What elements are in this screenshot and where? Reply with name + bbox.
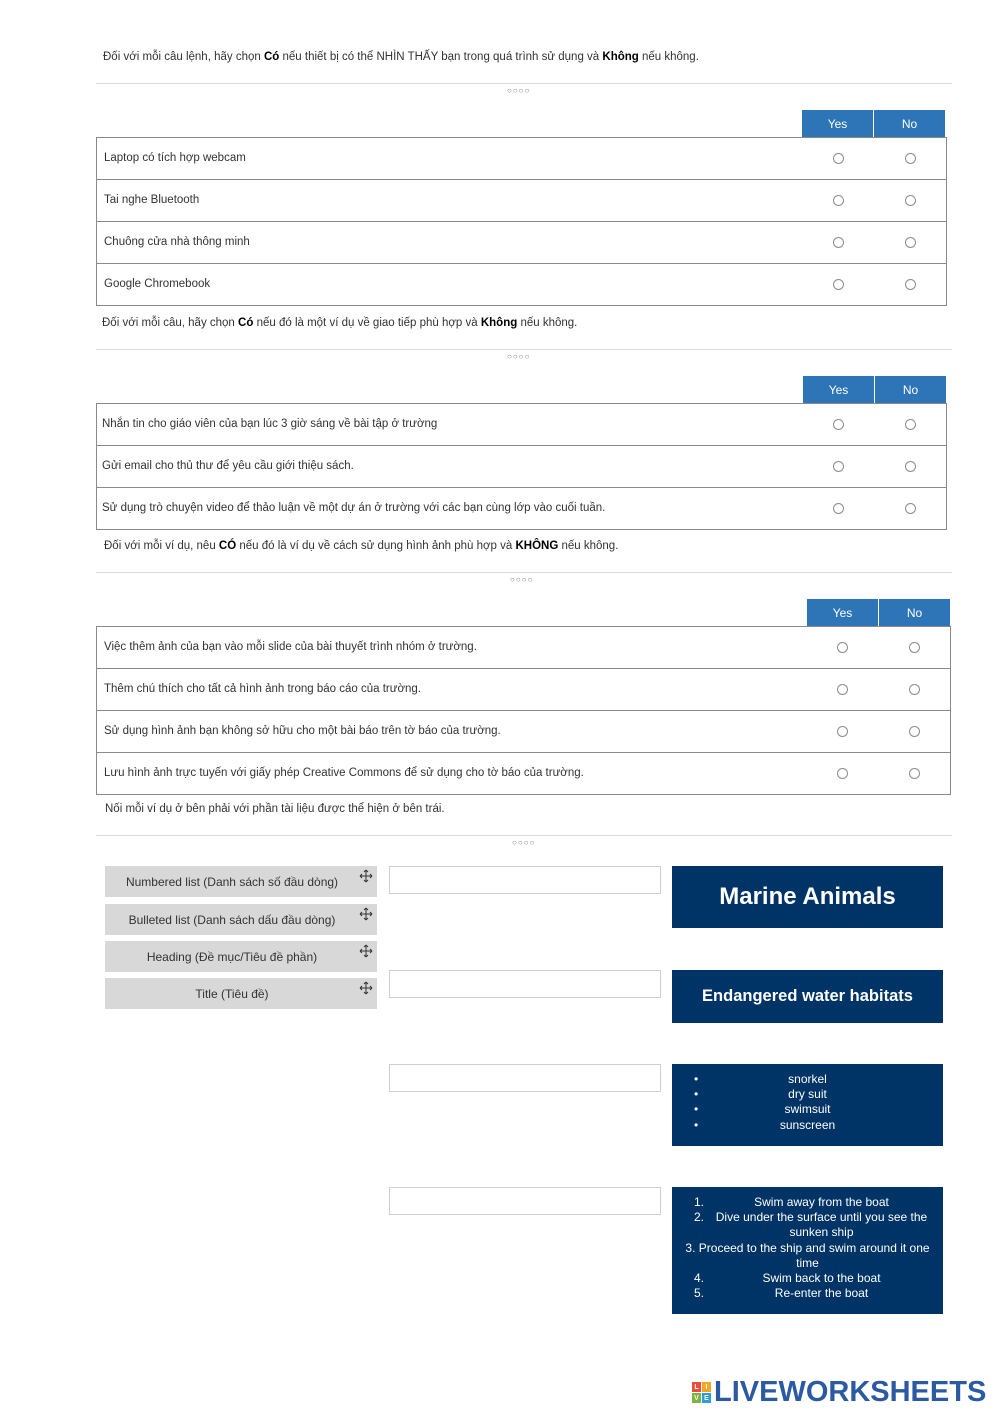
list-item: • snorkel [694,1072,827,1086]
table-row [97,488,946,530]
question-table-2 [96,403,947,530]
question-text: Gửi email cho thủ thư để yêu cầu giới thiệu sách. [102,460,354,472]
move-icon[interactable] [359,944,373,958]
yes-header: Yes [807,599,878,626]
list-item: • dry suit [694,1087,827,1102]
drag-item-bulleted-list[interactable] [105,904,377,935]
example-title-card [672,866,943,928]
list-number: 4. [694,1271,705,1286]
question-text: Thêm chú thích cho tất cả hình ảnh trong báo cáo của trường. [104,683,421,695]
column-headers [806,599,950,626]
pager-dots: ○○○○ [507,86,531,95]
move-icon[interactable] [359,869,373,883]
column-headers [802,376,946,403]
question-text: Laptop có tích hợp webcam [104,152,246,164]
yes-radio[interactable] [837,726,848,737]
question-text: Sử dụng hình ảnh bạn không sở hữu cho một bài báo trên tờ báo của trường. [104,725,501,737]
question-text: Nhắn tin cho giáo viên của bạn lúc 3 giờ sáng về bài tập ở trường [102,418,438,430]
drag-item-heading[interactable] [105,941,377,972]
no-radio[interactable] [905,279,916,290]
question-text: Việc thêm ảnh của bạn vào mỗi slide của bài thuyết trình nhóm ở trường. [104,641,477,653]
example-heading-card [672,970,943,1023]
pager-dots: ○○○○ [507,352,531,361]
no-radio[interactable] [905,195,916,206]
table-row [97,264,946,306]
yes-radio[interactable] [833,419,844,430]
drag-item-label: Bulleted list (Danh sách dấu đầu dòng) [128,912,336,927]
list-item: 3. Proceed to the ship and swim around it one time [685,1240,930,1270]
divider [96,83,952,84]
list-number: 2. [694,1210,705,1225]
yes-radio[interactable] [833,279,844,290]
list-item: 5. Re-enter the boat [694,1286,869,1301]
section3-instruction: Đối với mỗi ví dụ, nêu CÓ nếu đó là ví dụ về cách sử dụng hình ảnh phù hợp và KHÔNG nếu không. [104,540,619,552]
no-radio[interactable] [905,153,916,164]
yes-radio[interactable] [833,503,844,514]
pager-dots: ○○○○ [510,575,534,584]
divider [96,835,952,836]
yes-header: Yes [802,110,873,137]
drop-zone-1[interactable] [389,866,661,894]
table-row [97,222,946,264]
list-number: 1. [694,1195,705,1209]
move-icon[interactable] [359,907,373,921]
table-row [97,753,950,795]
move-icon[interactable] [359,981,373,995]
no-radio[interactable] [909,726,920,737]
yes-radio[interactable] [833,237,844,248]
example-heading-text: Endangered water habitats [702,987,913,1005]
logo-cubes: L I V E [692,1382,711,1403]
drag-item-numbered-list[interactable] [105,866,377,897]
drop-zone-2[interactable] [389,970,661,998]
yes-radio[interactable] [833,461,844,472]
no-header: No [875,376,946,403]
question-text: Chuông cửa nhà thông minh [104,236,250,248]
table-row [97,711,950,753]
yes-header: Yes [803,376,874,403]
question-text: Sử dụng trò chuyện video để thảo luận về một dự án ở trường với các bạn cùng lớp vào cuối tuần. [102,502,606,514]
drag-item-label: Numbered list (Danh sách số đầu dòng) [125,874,339,889]
no-header: No [879,599,950,626]
list-item: • sunscreen [694,1117,836,1132]
no-radio[interactable] [909,684,920,695]
no-radio[interactable] [905,419,916,430]
bullet-marker: • [694,1072,699,1086]
drag-item-label: Title (Tiêu đề) [195,986,269,1001]
table-row [97,138,946,180]
section2-instruction: Đối với mỗi câu, hãy chọn Có nếu đó là một ví dụ về giao tiếp phù hợp và Không nếu không. [102,317,578,329]
drop-zone-3[interactable] [389,1064,661,1092]
divider [96,572,952,573]
question-text: Tai nghe Bluetooth [104,194,200,206]
section1-instruction: Đối với mỗi câu lệnh, hãy chọn Có nếu thiết bị có thể NHÌN THẤY bạn trong quá trình sử dụng và Không nếu không. [103,51,699,63]
example-bulleted-list-card [672,1064,943,1146]
list-number: 5. [694,1286,705,1301]
yes-radio[interactable] [837,642,848,653]
list-item: 4. Swim back to the boat [694,1271,881,1286]
bullet-marker: • [694,1102,699,1117]
example-numbered-list-card [672,1187,943,1314]
pager-dots: ○○○○ [512,838,536,847]
question-text: Lưu hình ảnh trực tuyến với giấy phép Creative Commons để sử dụng cho tờ báo của trường. [104,767,584,779]
drag-item-title[interactable] [105,978,377,1009]
yes-radio[interactable] [837,684,848,695]
no-radio[interactable] [909,642,920,653]
drag-item-label: Heading (Đề mục/Tiêu đề phần) [146,949,318,964]
table-row [97,446,946,488]
question-table-1 [96,137,947,306]
table-row [97,669,950,711]
no-radio[interactable] [905,237,916,248]
bullet-marker: • [694,1087,699,1102]
no-radio[interactable] [905,461,916,472]
column-headers [801,110,945,137]
example-title-text: Marine Animals [719,883,896,910]
question-table-3 [96,626,951,795]
liveworksheets-logo [692,1376,986,1409]
table-row [97,180,946,222]
bullet-marker: • [694,1117,699,1132]
list-number: 3. [685,1240,696,1255]
yes-radio[interactable] [837,768,848,779]
table-row [97,404,946,446]
logo-text: LIVEWORKSHEETS [714,1376,987,1408]
drop-zone-4[interactable] [389,1187,661,1215]
no-radio[interactable] [909,768,920,779]
question-text: Google Chromebook [104,278,211,290]
list-item: • swimsuit [694,1102,831,1117]
yes-radio[interactable] [833,153,844,164]
no-header: No [874,110,945,137]
table-row [97,627,950,669]
no-radio[interactable] [905,503,916,514]
divider [96,349,952,350]
section4-instruction: Nối mỗi ví dụ ở bên phải với phần tài liệu được thể hiện ở bên trái. [105,803,445,815]
list-item: 1. Swim away from the boat [694,1195,889,1209]
list-item: 2. Dive under the surface until you see the sunken ship [694,1210,928,1240]
yes-radio[interactable] [833,195,844,206]
